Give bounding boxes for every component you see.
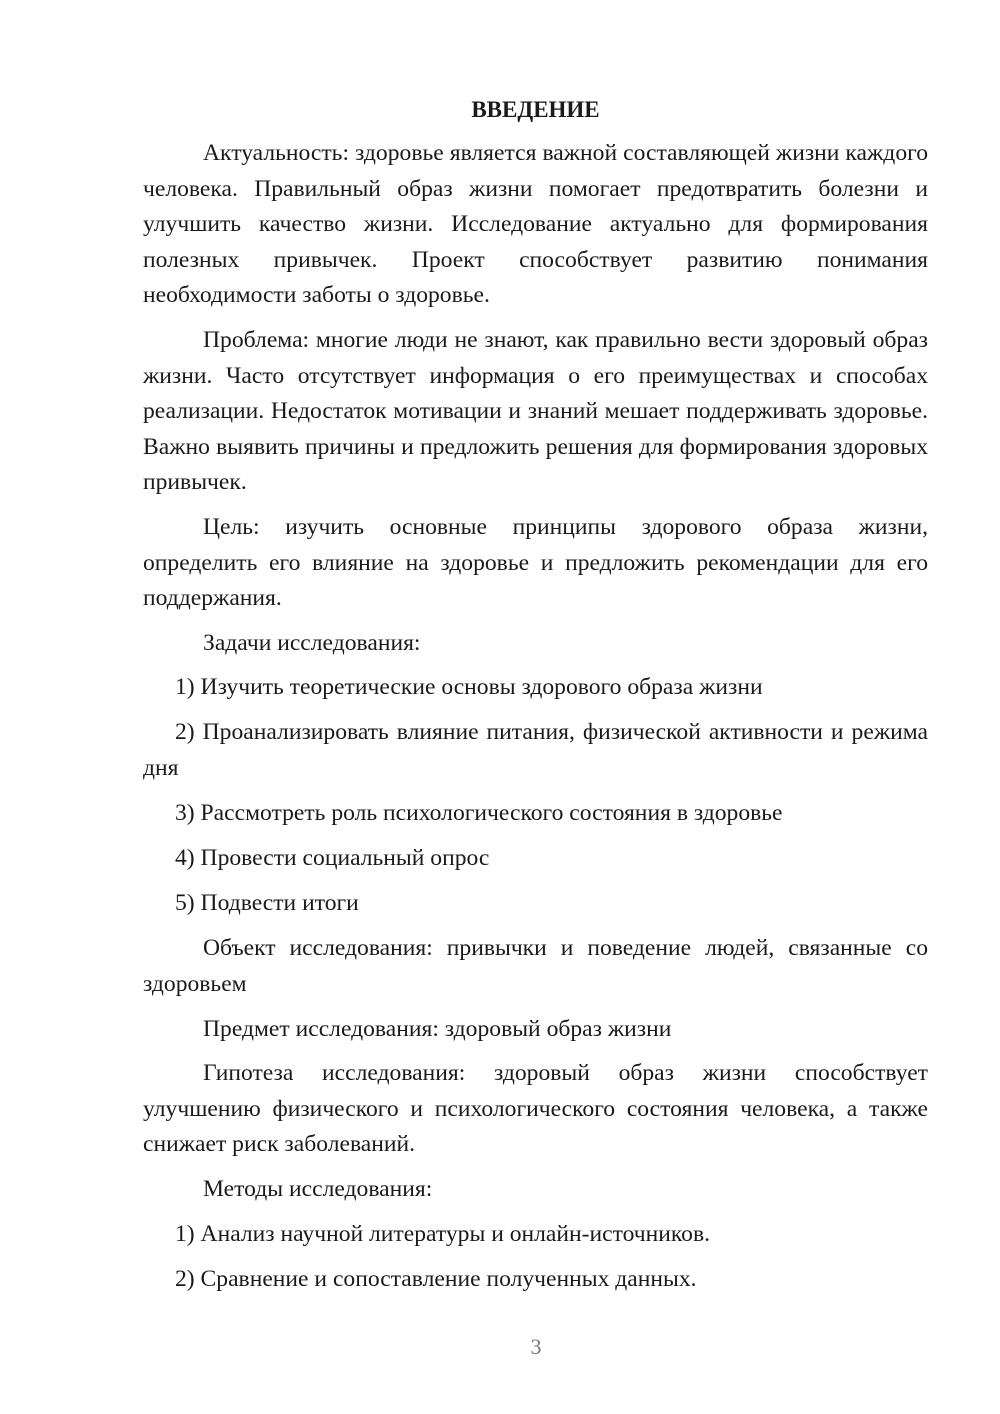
hypothesis-paragraph: Гипотеза исследования: здоровый образ жизни способствует улучшению физического и психологического состояния человека, а также снижает риск заболеваний. xyxy=(143,1060,928,1158)
goal-paragraph: Цель: изучить основные принципы здорового образа жизни, определить его влияние на здоровье и предложить рекомендации для его поддержания. xyxy=(143,513,928,612)
task-item-3: 3) Рассмотреть роль психологического состояния в здоровье xyxy=(175,800,783,827)
subject-paragraph: Предмет исследования: здоровый образ жизни xyxy=(203,1015,672,1042)
page-content xyxy=(143,94,928,1307)
method-item-2: 2) Сравнение и сопоставление полученных данных. xyxy=(175,1265,697,1292)
task-item-2: 2) Проанализировать влияние питания, физической активности и режима дня xyxy=(143,719,928,781)
method-item-1: 1) Анализ научной литературы и онлайн-источников. xyxy=(175,1220,711,1247)
object-paragraph: Объект исследования: привычки и поведение людей, связанные со здоровьем xyxy=(143,935,928,997)
problem-paragraph: Проблема: многие люди не знают, как правильно вести здоровый образ жизни. Часто отсутствует информация о его преимуществах и способах реализации. Недостаток мотивации и знаний мешает поддерживать здоровье. Важно выявить причины и предложить решения для формирования здоровых привычек. xyxy=(143,326,928,496)
task-item-5: 5) Подвести итоги xyxy=(175,890,359,917)
task-item-4: 4) Провести социальный опрос xyxy=(175,845,490,872)
task-item-1: 1) Изучить теоретические основы здорового образа жизни xyxy=(175,674,763,701)
relevance-paragraph: Актуальность: здоровье является важной составляющей жизни каждого человека. Правильный образ жизни помогает предотвратить болезни и улучшить качество жизни. Исследование актуально для формирования полезных привычек. Проект способствует развитию понимания необходимости заботы о здоровье. xyxy=(143,140,928,309)
tasks-title: Задачи исследования: xyxy=(203,629,421,656)
section-heading: ВВЕДЕНИЕ xyxy=(471,97,600,122)
methods-title: Методы исследования: xyxy=(203,1175,433,1202)
page-number: 3 xyxy=(530,1334,542,1359)
